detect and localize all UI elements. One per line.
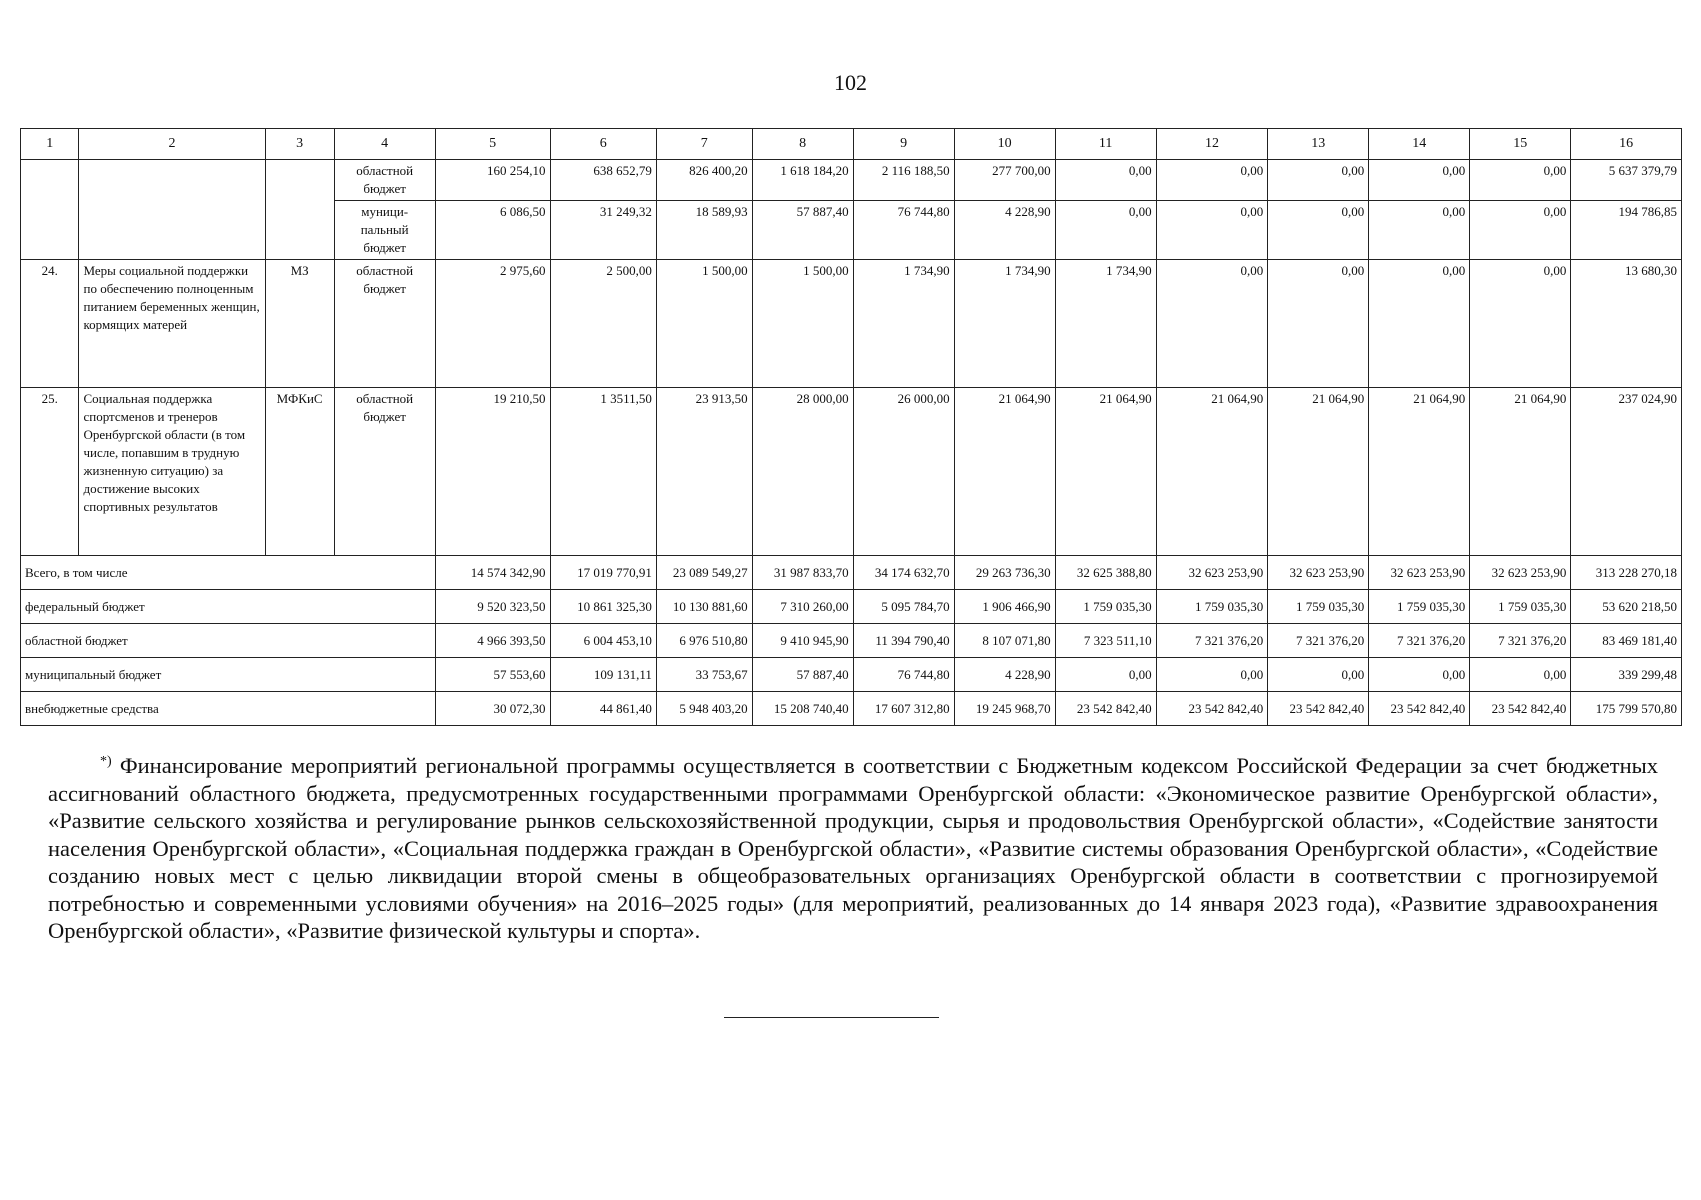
value-cell: 32 623 253,90 [1369,556,1470,590]
value-cell: 237 024,90 [1571,388,1682,556]
row-number: 25. [21,388,79,556]
value-cell: 0,00 [1156,160,1268,201]
totals-row [21,658,1682,692]
value-cell: 31 987 833,70 [752,556,853,590]
value-cell: 0,00 [1470,201,1571,260]
value-cell: 76 744,80 [853,658,954,692]
value-cell: 11 394 790,40 [853,624,954,658]
totals-row [21,692,1682,726]
value-cell: 33 753,67 [656,658,752,692]
value-cell: 23 542 842,40 [1470,692,1571,726]
value-cell: 23 542 842,40 [1055,692,1156,726]
value-cell: 0,00 [1369,201,1470,260]
header-cell: 9 [853,129,954,160]
value-cell: 21 064,90 [1369,388,1470,556]
value-cell: 7 321 376,20 [1369,624,1470,658]
funding-source: областной бюджет [334,160,435,201]
header-cell: 8 [752,129,853,160]
header-cell: 15 [1470,129,1571,160]
table-row [21,260,1682,388]
page-number: 102 [834,70,867,95]
value-cell: 7 321 376,20 [1470,624,1571,658]
totals-row [21,556,1682,590]
totals-label: муниципальный бюджет [21,658,436,692]
totals-row [21,624,1682,658]
value-cell: 0,00 [1470,260,1571,388]
value-cell: 6 004 453,10 [550,624,656,658]
value-cell: 23 542 842,40 [1268,692,1369,726]
header-cell: 11 [1055,129,1156,160]
value-cell: 23 542 842,40 [1156,692,1268,726]
value-cell: 2 500,00 [550,260,656,388]
header-cell: 16 [1571,129,1682,160]
header-cell: 1 [21,129,79,160]
value-cell: 17 607 312,80 [853,692,954,726]
value-cell: 0,00 [1055,201,1156,260]
value-cell: 1 759 035,30 [1268,590,1369,624]
totals-label: областной бюджет [21,624,436,658]
header-cell: 12 [1156,129,1268,160]
value-cell: 4 228,90 [954,201,1055,260]
value-cell: 7 321 376,20 [1268,624,1369,658]
value-cell: 31 249,32 [550,201,656,260]
header-cell: 6 [550,129,656,160]
value-cell: 44 861,40 [550,692,656,726]
value-cell: 21 064,90 [1055,388,1156,556]
row-number [21,160,79,260]
totals-label: внебюджетные средства [21,692,436,726]
value-cell: 194 786,85 [1571,201,1682,260]
measure-name [79,160,265,260]
value-cell: 21 064,90 [1268,388,1369,556]
value-cell: 1 500,00 [752,260,853,388]
value-cell: 57 887,40 [752,201,853,260]
closing-rule [724,1017,939,1018]
value-cell: 32 623 253,90 [1268,556,1369,590]
value-cell: 34 174 632,70 [853,556,954,590]
value-cell: 0,00 [1470,658,1571,692]
value-cell: 313 228 270,18 [1571,556,1682,590]
value-cell: 23 542 842,40 [1369,692,1470,726]
value-cell: 0,00 [1156,260,1268,388]
value-cell: 7 323 511,10 [1055,624,1156,658]
executor: МФКиС [265,388,334,556]
value-cell: 10 861 325,30 [550,590,656,624]
value-cell: 57 887,40 [752,658,853,692]
value-cell: 83 469 181,40 [1571,624,1682,658]
value-cell: 28 000,00 [752,388,853,556]
value-cell: 30 072,30 [435,692,550,726]
value-cell: 21 064,90 [1156,388,1268,556]
value-cell: 1 759 035,30 [1369,590,1470,624]
value-cell: 32 623 253,90 [1156,556,1268,590]
value-cell: 53 620 218,50 [1571,590,1682,624]
value-cell: 7 310 260,00 [752,590,853,624]
value-cell: 76 744,80 [853,201,954,260]
value-cell: 0,00 [1156,201,1268,260]
header-cell: 4 [334,129,435,160]
value-cell: 23 913,50 [656,388,752,556]
value-cell: 7 321 376,20 [1156,624,1268,658]
value-cell: 1 500,00 [656,260,752,388]
value-cell: 6 086,50 [435,201,550,260]
value-cell: 0,00 [1055,658,1156,692]
value-cell: 4 228,90 [954,658,1055,692]
header-cell: 2 [79,129,265,160]
value-cell: 0,00 [1156,658,1268,692]
value-cell: 57 553,60 [435,658,550,692]
value-cell: 638 652,79 [550,160,656,201]
value-cell: 0,00 [1369,160,1470,201]
value-cell: 160 254,10 [435,160,550,201]
value-cell: 2 975,60 [435,260,550,388]
value-cell: 0,00 [1268,201,1369,260]
value-cell: 13 680,30 [1571,260,1682,388]
footnote-marker: *) [100,754,112,769]
value-cell: 18 589,93 [656,201,752,260]
funding-source: муници-пальный бюджет [334,201,435,260]
value-cell: 1 759 035,30 [1470,590,1571,624]
value-cell: 9 410 945,90 [752,624,853,658]
value-cell: 1 734,90 [954,260,1055,388]
value-cell: 0,00 [1268,658,1369,692]
value-cell: 29 263 736,30 [954,556,1055,590]
header-cell: 3 [265,129,334,160]
value-cell: 1 734,90 [1055,260,1156,388]
table-row [21,388,1682,556]
header-cell: 10 [954,129,1055,160]
value-cell: 5 095 784,70 [853,590,954,624]
value-cell: 14 574 342,90 [435,556,550,590]
value-cell: 175 799 570,80 [1571,692,1682,726]
header-cell: 7 [656,129,752,160]
footnote [48,752,1658,945]
value-cell: 9 520 323,50 [435,590,550,624]
value-cell: 0,00 [1268,160,1369,201]
footnote-text: Финансирование мероприятий региональной программы осуществляется в соответствии с Бюджетным кодексом Российской Федерации за счет бюджетных ассигнований областного бюджета, предусмотренных государственными программами Оренбургской области: «Экономическое развитие Оренбургской области», «Развитие сельского хозяйства и регулирование рынков сельскохозяйственной продукции, сырья и продовольствия Оренбургской области», «Содействие занятости населения Оренбургской области», «Социальная поддержка граждан в Оренбургской области», «Развитие системы образования Оренбургской области», «Содействие созданию новых мест с целью ликвидации второй смены в общеобразовательных организациях Оренбургской области в соответствии с прогнозируемой потребностью и современными условиями обучения» на 2016–2025 годы» (для мероприятий, реализованных до 14 января 2023 года), «Развитие здравоохранения Оренбургской области», «Развитие физической культуры и спорта». [48,753,1658,943]
value-cell: 1 3511,50 [550,388,656,556]
value-cell: 2 116 188,50 [853,160,954,201]
value-cell: 32 625 388,80 [1055,556,1156,590]
value-cell: 826 400,20 [656,160,752,201]
value-cell: 277 700,00 [954,160,1055,201]
header-cell: 5 [435,129,550,160]
totals-label: федеральный бюджет [21,590,436,624]
value-cell: 10 130 881,60 [656,590,752,624]
value-cell: 0,00 [1369,260,1470,388]
table-header-row [21,129,1682,160]
header-cell: 14 [1369,129,1470,160]
funding-source: областной бюджет [334,388,435,556]
value-cell: 1 906 466,90 [954,590,1055,624]
header-cell: 13 [1268,129,1369,160]
value-cell: 19 210,50 [435,388,550,556]
value-cell: 5 637 379,79 [1571,160,1682,201]
value-cell: 26 000,00 [853,388,954,556]
value-cell: 15 208 740,40 [752,692,853,726]
measure-name: Социальная поддержка спортсменов и тренеров Оренбургской области (в том числе, попавшим в трудную жизненную ситуацию) за достижение высоких спортивных результатов [79,388,265,556]
value-cell: 23 089 549,27 [656,556,752,590]
value-cell: 21 064,90 [1470,388,1571,556]
value-cell: 1 759 035,30 [1055,590,1156,624]
value-cell: 0,00 [1369,658,1470,692]
value-cell: 19 245 968,70 [954,692,1055,726]
value-cell: 21 064,90 [954,388,1055,556]
value-cell: 4 966 393,50 [435,624,550,658]
value-cell: 1 759 035,30 [1156,590,1268,624]
totals-row [21,590,1682,624]
row-number: 24. [21,260,79,388]
table-row [21,160,1682,201]
value-cell: 1 618 184,20 [752,160,853,201]
value-cell: 1 734,90 [853,260,954,388]
value-cell: 32 623 253,90 [1470,556,1571,590]
value-cell: 5 948 403,20 [656,692,752,726]
funding-source: областной бюджет [334,260,435,388]
executor: МЗ [265,260,334,388]
value-cell: 0,00 [1268,260,1369,388]
value-cell: 339 299,48 [1571,658,1682,692]
totals-label: Всего, в том числе [21,556,436,590]
value-cell: 109 131,11 [550,658,656,692]
budget-table [20,128,1682,726]
measure-name: Меры социальной поддержки по обеспечению полноценным питанием беременных женщин, кормящих матерей [79,260,265,388]
value-cell: 6 976 510,80 [656,624,752,658]
value-cell: 8 107 071,80 [954,624,1055,658]
value-cell: 17 019 770,91 [550,556,656,590]
value-cell: 0,00 [1055,160,1156,201]
executor [265,160,334,260]
value-cell: 0,00 [1470,160,1571,201]
